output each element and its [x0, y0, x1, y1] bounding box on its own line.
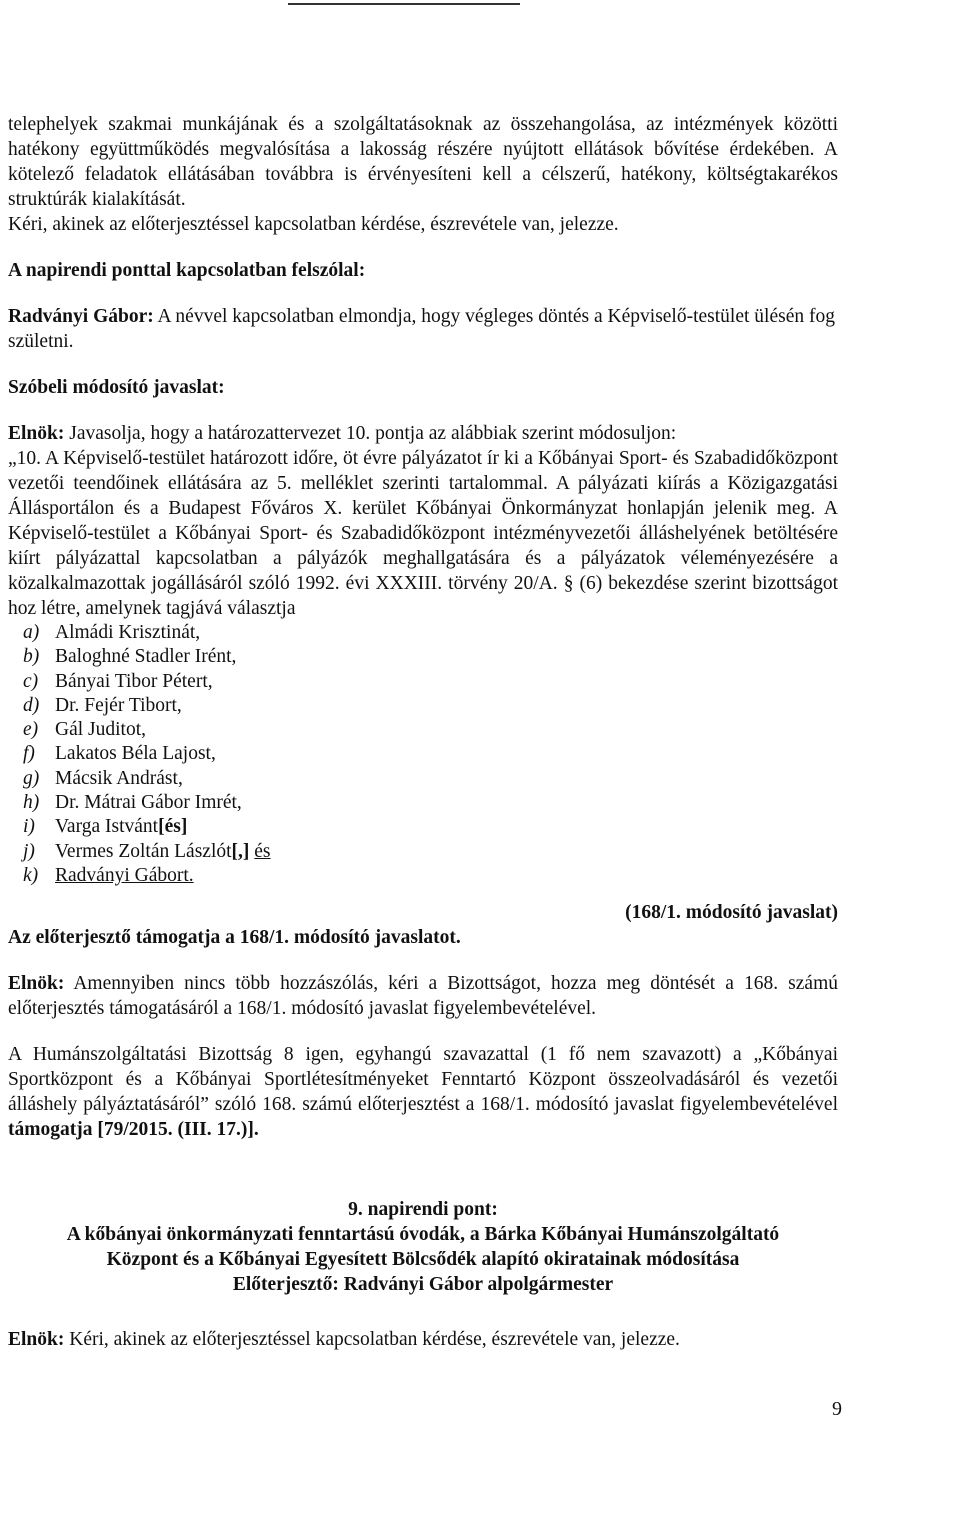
chair-label: Elnök:: [8, 423, 65, 444]
amendment-heading: Szóbeli módosító javaslat:: [8, 377, 225, 398]
request-line: Kéri, akinek az előterjesztéssel kapcsolatban kérdése, észrevétele van, jelezze.: [8, 214, 619, 235]
agenda-number: 9. napirendi pont:: [348, 1199, 498, 1221]
list-item: b) Baloghné Stadler Irént,: [23, 646, 237, 668]
list-item: c) Bányai Tibor Pétert,: [23, 670, 213, 692]
list-item: j) Vermes Zoltán Lászlót [,] és: [8, 840, 838, 864]
strike-mark: [,]: [231, 840, 250, 862]
vote-decision: támogatja [79/2015. (III. 17.)].: [8, 1119, 259, 1141]
list-item: k) Radványi Gábort.: [23, 864, 194, 886]
page-number: 9: [832, 1398, 842, 1420]
intro-paragraph: telephelyek szakmai munkájának és a szolgáltatásoknak az összehangolása, az intézmények közötti hatékony együttműködés megvalósítása a lakosság részére nyújtott ellátások bővítése érdekében. A kötelező feladatok ellátásában továbbra is érvényesíteni kell a célszerű, hatékony, költségtakarékos struktúrák kialakítását.: [8, 114, 838, 210]
list-item: d) Dr. Fejér Tibort,: [23, 694, 182, 716]
amendment-reference: (168/1. módosító javaslat): [625, 902, 838, 924]
chair-proposal-text: Javasolja, hogy a határozattervezet 10. pontja az alábbiak szerint módosuljon:: [64, 423, 677, 444]
chair-proposal: [8, 421, 838, 446]
members-list: [8, 621, 838, 888]
list-item: e) Gál Juditot,: [23, 719, 146, 741]
chair-label: Elnök:: [8, 1329, 65, 1351]
speakers-heading: A napirendi ponttal kapcsolatban felszólal:: [8, 260, 366, 281]
list-item: h) Dr. Mátrai Gábor Imrét,: [23, 792, 242, 814]
speaker-name: Radványi Gábor:: [8, 306, 154, 327]
support-line: Az előterjesztő támogatja a 168/1. módosító javaslatot.: [8, 927, 461, 949]
list-item: f) Lakatos Béla Lajost,: [23, 743, 216, 765]
list-item: g) Mácsik Andrást,: [23, 767, 183, 789]
agenda-title-1: A kőbányai önkormányzati fenntartású óvodák, a Bárka Kőbányai Humánszolgáltató: [66, 1224, 780, 1246]
speaker-statement: [8, 304, 838, 354]
vote-result: A Humánszolgáltatási Bizottság 8 igen, egyhangú szavazattal (1 fő nem szavazott) a „Kőbányai Sportközpont és a Kőbányai Sportlétesítményeket Fenntartó Központ összeolvadásáról és vezetői álláshely pályáztatásáról” szóló 168. számú előterjesztést a 168/1. módosító javaslat figyelembevételével támogatja [79/2015. (III. 17.)].: [8, 1044, 838, 1141]
agenda-title-2: Központ és a Kőbányai Egyesített Bölcsődék alapító okiratainak módosítása: [106, 1249, 740, 1271]
list-item: i) Varga Istvánt [és]: [8, 815, 838, 839]
list-item: a) Almádi Krisztinát,: [23, 622, 201, 643]
document-page: [8, 112, 838, 1352]
final-chair: Elnök: Kéri, akinek az előterjesztéssel kapcsolatban kérdése, észrevétele van, jelezze.: [8, 1329, 680, 1351]
top-scan-line: [288, 3, 520, 5]
added-word: és: [254, 840, 271, 862]
chair-label: Elnök:: [8, 973, 65, 995]
agenda-presenter: Előterjesztő: Radványi Gábor alpolgármester: [232, 1274, 614, 1296]
strike-mark: [és]: [158, 816, 188, 838]
agenda-block: [8, 1197, 838, 1297]
chair-closing: Elnök: Amennyiben nincs több hozzászólás, kéri a Bizottságot, hozza meg döntését a 168. számú előterjesztés támogatásáról a 168/1. módosító javaslat figyelembevételével.: [8, 973, 838, 1020]
speaker-text: A névvel kapcsolatban elmondja, hogy végleges döntés a Képviselő-testület ülésén fog születni.: [8, 306, 835, 352]
resolution-text: „10. A Képviselő-testület határozott időre, öt évre pályázatot ír ki a Kőbányai Sport- és Szabadidőközpont vezetői teendőinek ellátására az 5. melléklet szerinti tartalommal. A pályázati kiírás a Közigazgatási Állásportálon és a Budapest Főváros X. kerület Kőbányai Önkormányzat honlapján jelenik meg. A Képviselő-testület a Kőbányai Sport- és Szabadidőközpont intézményvezetői álláshelyének betöltésére kiírt pályázattal kapcsolatban a pályázók meghallgatására és a pályázatok véleményezésére a közalkalmazottak jogállásáról szóló 1992. évi XXXIII. törvény 20/A. § (6) bekezdése szerint bizottságot hoz létre, amelynek tagjává választja: [8, 448, 838, 619]
